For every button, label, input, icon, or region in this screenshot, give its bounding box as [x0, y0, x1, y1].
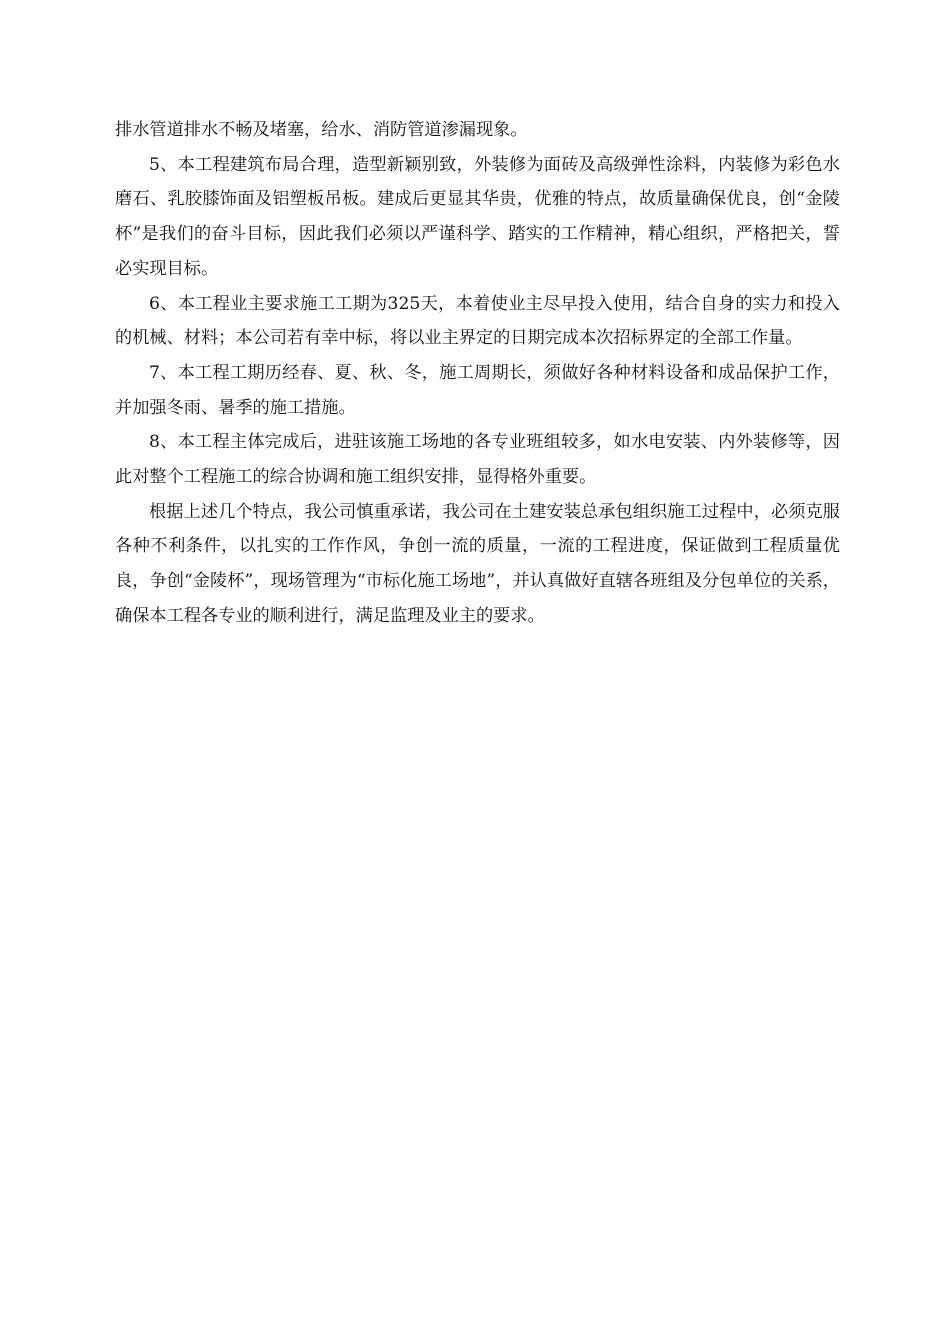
- paragraph-item-7: 7、本工程工期历经春、夏、秋、冬，施工周期长，须做好各种材料设备和成品保护工作，并加强冬雨、暑季的施工措施。: [115, 362, 840, 418]
- document-body: [115, 113, 840, 634]
- paragraph-item-8: 8、本工程主体完成后，进驻该施工场地的各专业班组较多，如水电安装、内外装修等，因此对整个工程施工的综合协调和施工组织安排，显得格外重要。: [115, 432, 840, 488]
- paragraph-item-5: 5、本工程建筑布局合理，造型新颖别致，外装修为面砖及高级弹性涂料，内装修为彩色水磨石、乳胶膝饰面及铝塑板吊板。建成后更显其华贵，优雅的特点，故质量确保优良，创“金陵杯”是我们的奋斗目标，因此我们必须以严谨科学、踏实的工作精神，精心组织，严格把关，誓必实现目标。: [115, 154, 840, 279]
- paragraph-continuation: 排水管道排水不畅及堵塞，给水、消防管道渗漏现象。: [115, 120, 528, 140]
- paragraph-conclusion: 根据上述几个特点，我公司慎重承诺，我公司在土建安装总承包组织施工过程中，必须克服各种不利条件，以扎实的工作作风，争创一流的质量，一流的工程进度，保证做到工程质量优良，争创“金陵杯”，现场管理为“市标化施工场地”，并认真做好直辖各班组及分包单位的关系，确保本工程各专业的顺利进行，满足监理及业主的要求。: [115, 501, 840, 626]
- paragraph-item-6: 6、本工程业主要求施工工期为325天，本着使业主尽早投入使用，结合自身的实力和投入的机械、材料；本公司若有幸中标，将以业主界定的日期完成本次招标界定的全部工作量。: [115, 293, 840, 349]
